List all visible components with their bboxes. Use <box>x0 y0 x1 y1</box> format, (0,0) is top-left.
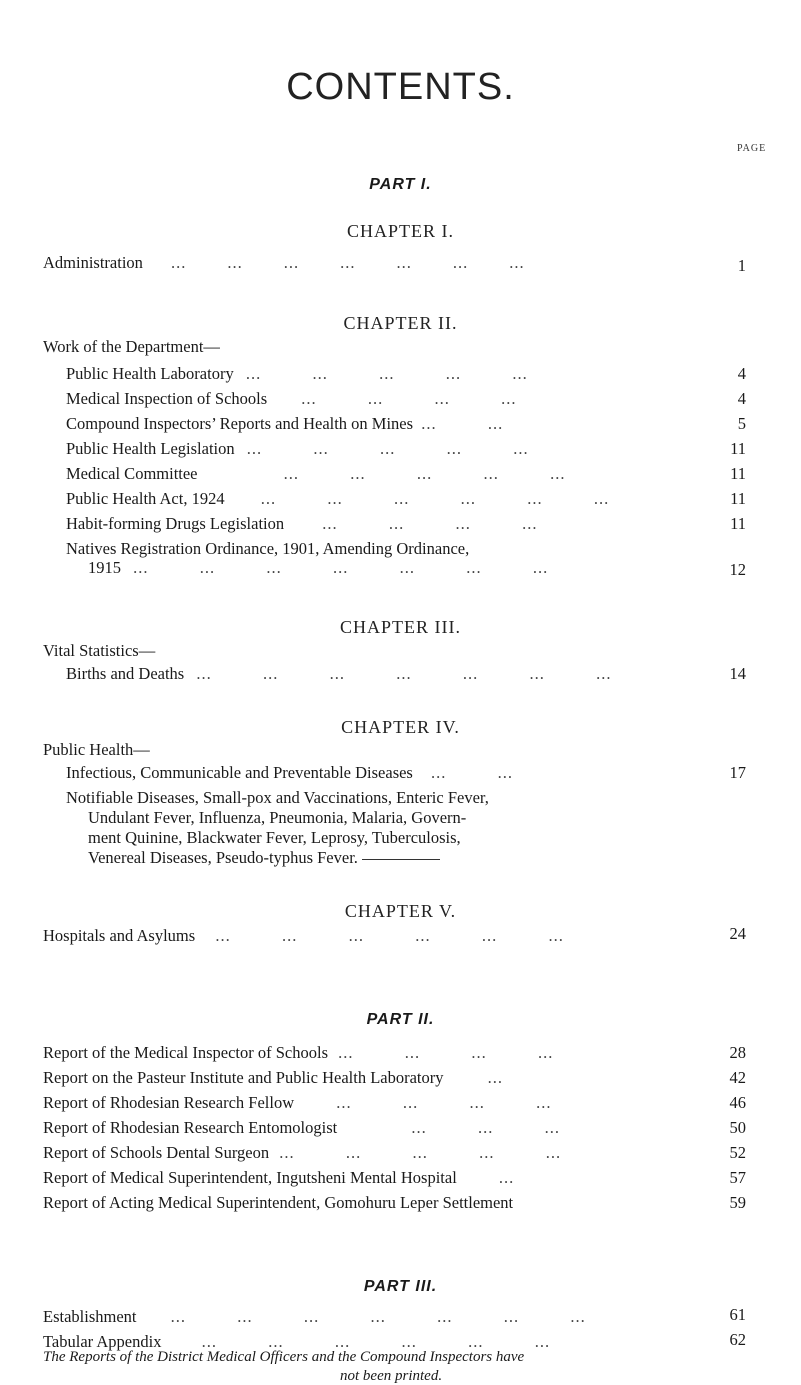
toc-entry-label: Births and Deaths <box>66 664 185 683</box>
footnote-line-1: The Reports of the District Medical Officers and the Compound Inspectors have <box>43 1349 525 1365</box>
toc-page-number: 14 <box>729 664 746 683</box>
toc-entry-label: Public Health Laboratory <box>66 364 234 383</box>
toc-entry[interactable]: Compound Inspectors’ Reports and Health on Mines ... ... <box>66 414 504 433</box>
toc-page-number: 42 <box>729 1068 746 1087</box>
toc-page-number: 1 <box>737 256 746 275</box>
toc-entry-label: Report of Rhodesian Research Entomologist <box>43 1118 338 1137</box>
toc-page-number: 5 <box>737 414 746 433</box>
toc-entry[interactable]: Administration ... ... ... ... ... ... ... <box>43 253 525 272</box>
toc-entry[interactable]: Public Health Legislation ... ... ... ... ... <box>66 439 529 458</box>
toc-entry-continuation: 1915 ... ... ... ... ... ... ... <box>88 558 549 577</box>
toc-entry[interactable]: Medical Inspection of Schools ... ... ... ... <box>66 389 517 408</box>
toc-page-number: 24 <box>729 924 746 943</box>
footnote-line-2: not been printed. <box>340 1368 443 1384</box>
toc-page-number: 59 <box>729 1193 746 1212</box>
toc-entry[interactable]: Report on the Pasteur Institute and Public Health Laboratory ... <box>43 1068 503 1087</box>
toc-page-number: 11 <box>730 489 746 508</box>
toc-page-number: 46 <box>729 1093 746 1112</box>
note-line: Venereal Diseases, Pseudo-typhus Fever. <box>88 848 358 867</box>
toc-page-number: 57 <box>729 1168 746 1187</box>
toc-entry-label: 1915 <box>88 558 121 577</box>
page-column-header: PAGE <box>737 143 767 154</box>
chapter-5-heading: CHAPTER V. <box>344 901 457 921</box>
note-line: Undulant Fever, Influenza, Pneumonia, Malaria, Govern- <box>88 808 467 827</box>
toc-entry-label: Infectious, Communicable and Preventable Diseases <box>66 763 413 782</box>
toc-entry-label: Medical Inspection of Schools <box>66 389 268 408</box>
toc-entry[interactable]: Medical Committee ... ... ... ... ... <box>66 464 566 483</box>
chapter-1-heading: CHAPTER I. <box>346 221 454 241</box>
toc-page-number: 52 <box>729 1143 746 1162</box>
toc-entry[interactable]: Births and Deaths ... ... ... ... ... ... ... <box>66 664 612 683</box>
section-heading: Work of the Department— <box>43 337 220 356</box>
toc-page-number: 11 <box>730 464 746 483</box>
toc-entry-label: Report of the Medical Inspector of Schools <box>43 1043 329 1062</box>
toc-entry-label: Report of Medical Superintendent, Ingutsheni Mental Hospital <box>43 1168 457 1187</box>
toc-page-number: 4 <box>737 389 746 408</box>
toc-page-number: 4 <box>737 364 746 383</box>
toc-entry-label: Establishment <box>43 1307 137 1326</box>
toc-entry[interactable]: Report of Rhodesian Research Fellow ... ... ... ... <box>43 1093 552 1112</box>
part-1-heading: PART I. <box>369 176 432 193</box>
toc-entry-label: Hospitals and Asylums <box>43 926 196 945</box>
toc-page-number: 17 <box>729 763 746 782</box>
toc-entry[interactable]: Report of Medical Superintendent, Ingutsheni Mental Hospital ... <box>43 1168 515 1187</box>
toc-entry-label: Tabular Appendix <box>43 1332 162 1351</box>
toc-entry[interactable] <box>66 539 469 559</box>
toc-entry-label: Public Health Legislation <box>66 439 235 458</box>
toc-entry[interactable]: Tabular Appendix ... ... ... ... ... ... <box>43 1332 551 1351</box>
toc-page-number: 12 <box>729 560 746 579</box>
section-divider <box>362 859 440 860</box>
toc-entry-label: Report of Rhodesian Research Fellow <box>43 1093 295 1112</box>
toc-page-number: 50 <box>729 1118 746 1137</box>
part-2-heading: PART II. <box>366 1011 435 1028</box>
note-line: ment Quinine, Blackwater Fever, Leprosy, Tuberculosis, <box>88 828 461 847</box>
chapter-2-heading: CHAPTER II. <box>343 313 458 333</box>
toc-entry[interactable]: Establishment ... ... ... ... ... ... ... <box>43 1307 586 1326</box>
toc-entry-label: Natives Registration Ordinance, 1901, Amending Ordinance, <box>66 539 470 558</box>
toc-entry-label: Report of Schools Dental Surgeon <box>43 1143 270 1162</box>
toc-entry-label: Report on the Pasteur Institute and Public Health Laboratory <box>43 1068 444 1087</box>
toc-page-number: 28 <box>729 1043 746 1062</box>
toc-entry[interactable]: Habit-forming Drugs Legislation ... ... ... ... <box>66 514 538 533</box>
toc-entry-label: Public Health Act, 1924 <box>66 489 225 508</box>
chapter-3-heading: CHAPTER III. <box>340 617 461 637</box>
toc-entry[interactable] <box>43 1193 513 1213</box>
section-heading: Vital Statistics— <box>43 641 156 660</box>
toc-page-number: 62 <box>729 1330 746 1349</box>
toc-entry-label: Report of Acting Medical Superintendent, Gomohuru Leper Settlement <box>43 1193 514 1212</box>
toc-entry-label: Administration <box>43 253 143 272</box>
toc-entry[interactable]: Hospitals and Asylums ... ... ... ... ... ... <box>43 926 564 945</box>
toc-entry-label: Medical Committee <box>66 464 198 483</box>
toc-entry-label: Habit-forming Drugs Legislation <box>66 514 285 533</box>
toc-entry-label: Compound Inspectors’ Reports and Health on Mines <box>66 414 414 433</box>
toc-entry[interactable]: Report of the Medical Inspector of Schools ... ... ... ... <box>43 1043 554 1062</box>
toc-entry[interactable]: Public Health Act, 1924 ... ... ... ... ... ... <box>66 489 610 508</box>
toc-entry[interactable]: Report of Schools Dental Surgeon ... ... ... ... ... <box>43 1143 562 1162</box>
toc-entry[interactable]: Infectious, Communicable and Preventable Diseases ... ... <box>66 763 513 782</box>
toc-page-number: 11 <box>730 514 746 533</box>
page-title: CONTENTS. <box>286 66 515 108</box>
toc-page-number: 61 <box>729 1305 746 1324</box>
note-line: Notifiable Diseases, Small-pox and Vaccinations, Enteric Fever, <box>66 788 489 807</box>
toc-entry[interactable]: Report of Rhodesian Research Entomologist ... ... ... <box>43 1118 560 1137</box>
section-heading: Public Health— <box>43 740 150 759</box>
toc-page-number: 11 <box>730 439 746 458</box>
chapter-4-heading: CHAPTER IV. <box>341 717 460 737</box>
part-3-heading: PART III. <box>363 1278 438 1295</box>
toc-entry[interactable]: Public Health Laboratory ... ... ... ... ... <box>66 364 528 383</box>
